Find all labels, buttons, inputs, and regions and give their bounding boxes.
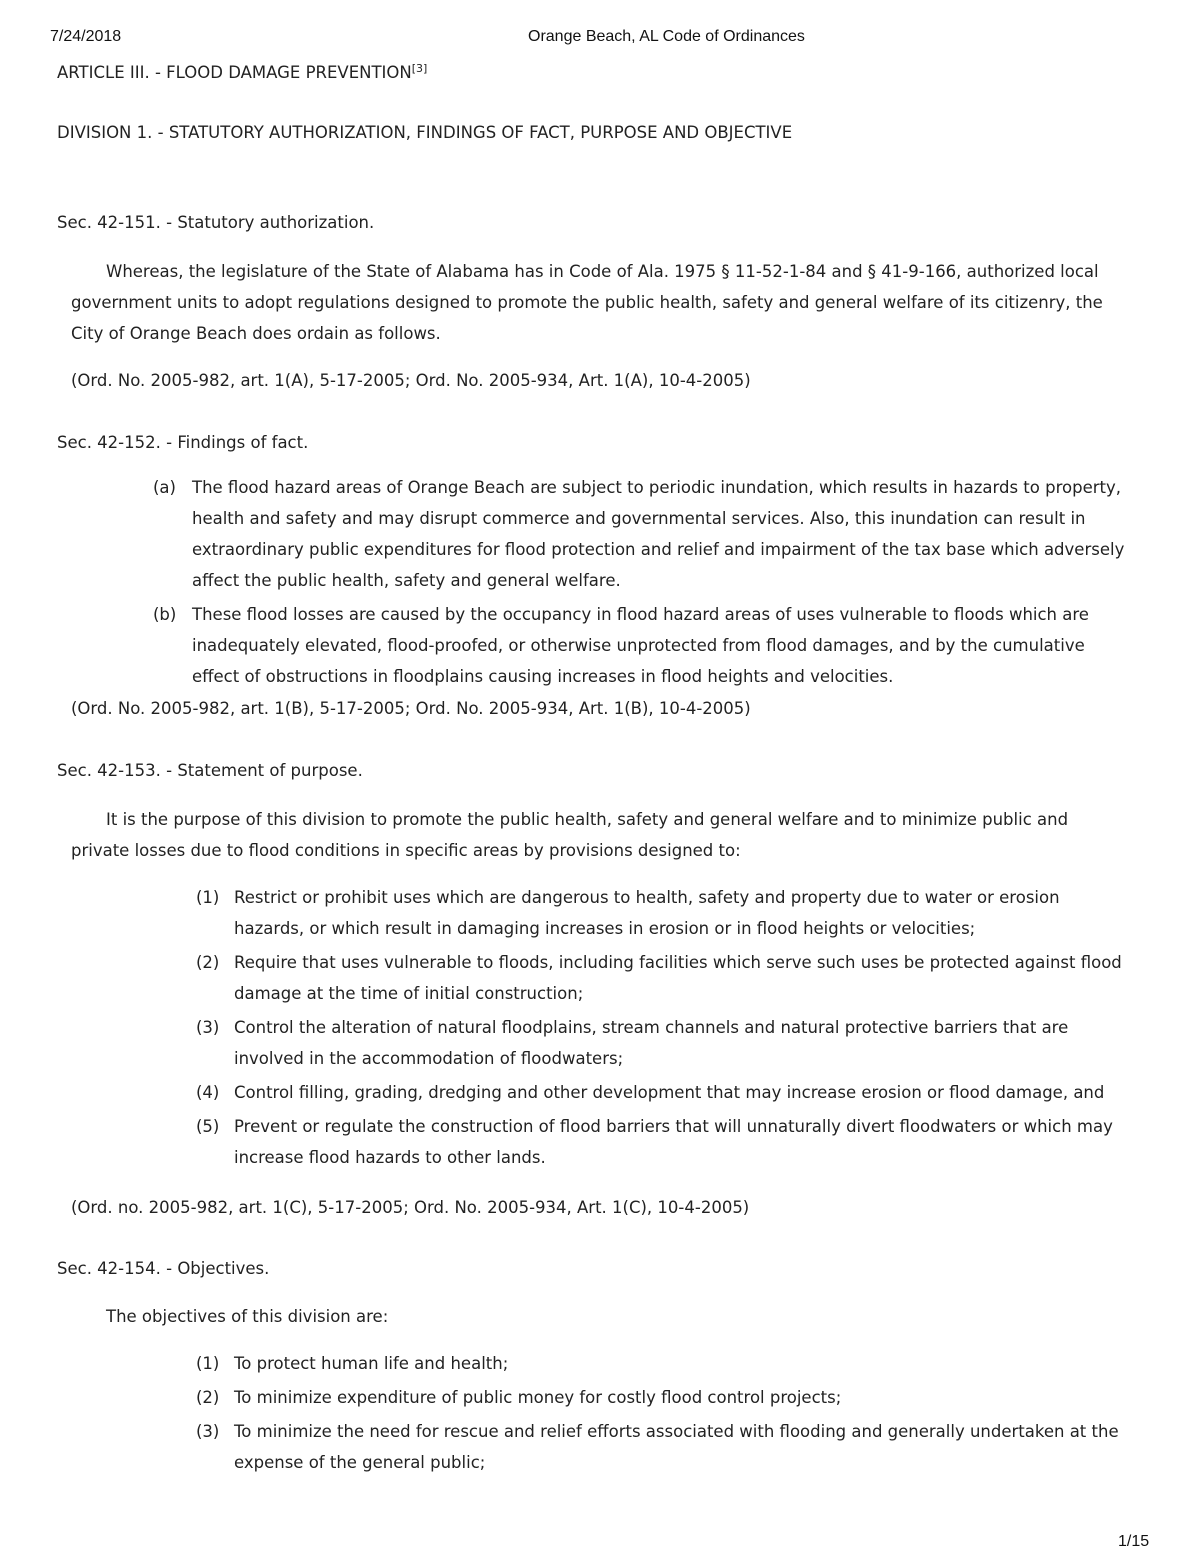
page-number: 1/15 (1118, 1533, 1150, 1550)
section-heading-42-154: Sec. 42-154. - Objectives. (57, 1259, 270, 1278)
list-item-number: (a) (153, 478, 176, 497)
list-item (153, 472, 1128, 596)
purpose-list (196, 882, 1131, 1176)
list-item-text: To minimize the need for rescue and relief efforts associated with flooding and generally undertaken at the expense of the general public; (234, 1422, 1119, 1472)
section-history-42-153: (Ord. no. 2005-982, art. 1(C), 5-17-2005; Ord. No. 2005-934, Art. 1(C), 10-4-2005) (71, 1198, 750, 1217)
list-item-text: To minimize expenditure of public money for costly flood control projects; (234, 1388, 842, 1407)
findings-list (153, 472, 1128, 695)
list-item (196, 1111, 1131, 1173)
section-body-42-151: Whereas, the legislature of the State of Alabama has in Code of Ala. 1975 § 11-52-1-84 and § 41-9-166, authorized local government units to adopt regulations designed to promote the public health, safety and general welfare of its citizenry, the City of Orange Beach does ordain as follows. (71, 262, 1103, 343)
list-item-number: (5) (196, 1117, 220, 1136)
list-item (196, 1382, 1131, 1413)
list-item-text: Restrict or prohibit uses which are dangerous to health, safety and property due to water or erosion hazards, or which result in damaging increases in erosion or in flood heights or velocities; (234, 888, 1060, 938)
list-item-number: (2) (196, 1388, 220, 1407)
list-item (153, 599, 1128, 692)
list-item-number: (1) (196, 888, 220, 907)
objectives-list (196, 1348, 1131, 1481)
list-item (196, 1416, 1131, 1478)
article-title (57, 57, 427, 88)
list-item-text: To protect human life and health; (234, 1354, 509, 1373)
list-item (196, 947, 1131, 1009)
print-date: 7/24/2018 (50, 28, 122, 45)
list-item-number: (4) (196, 1083, 220, 1102)
list-item-number: (1) (196, 1354, 220, 1373)
list-item (196, 1012, 1131, 1074)
list-item-text: The flood hazard areas of Orange Beach are subject to periodic inundation, which results in hazards to property, health and safety and may disrupt commerce and governmental services. Also, this inundation can result in extraordinary public expenditures for flood protection and relief and impairment of the tax base which adversely affect the public health, safety and general welfare. (192, 478, 1125, 590)
footnote-link[interactable]: [3] (411, 62, 428, 75)
section-heading-42-152: Sec. 42-152. - Findings of fact. (57, 433, 309, 452)
document-title: Orange Beach, AL Code of Ordinances (528, 28, 805, 45)
section-body-42-153: It is the purpose of this division to promote the public health, safety and general welfare and to minimize public and private losses due to flood conditions in specific areas by provisions designed to: (71, 810, 1069, 860)
list-item-text: Control the alteration of natural floodplains, stream channels and natural protective barriers that are involved in the accommodation of floodwaters; (234, 1018, 1069, 1068)
article-title-text: ARTICLE III. - FLOOD DAMAGE PREVENTION (57, 63, 412, 82)
section-history-42-151: (Ord. No. 2005-982, art. 1(A), 5-17-2005; Ord. No. 2005-934, Art. 1(A), 10-4-2005) (71, 371, 751, 390)
list-item-text: Control filling, grading, dredging and other development that may increase erosion or flood damage, and (234, 1083, 1105, 1102)
section-heading-42-153: Sec. 42-153. - Statement of purpose. (57, 761, 363, 780)
list-item (196, 1077, 1131, 1108)
list-item-number: (b) (153, 605, 177, 624)
section-heading-42-151: Sec. 42-151. - Statutory authorization. (57, 213, 375, 232)
section-history-42-152: (Ord. No. 2005-982, art. 1(B), 5-17-2005; Ord. No. 2005-934, Art. 1(B), 10-4-2005) (71, 699, 751, 718)
list-item-text: Prevent or regulate the construction of flood barriers that will unnaturally divert floodwaters or which may increase flood hazards to other lands. (234, 1117, 1113, 1167)
section-body-42-154: The objectives of this division are: (106, 1307, 389, 1326)
division-title: DIVISION 1. - STATUTORY AUTHORIZATION, FINDINGS OF FACT, PURPOSE AND OBJECTIVE (57, 123, 793, 142)
list-item-number: (3) (196, 1422, 220, 1441)
list-item-number: (2) (196, 953, 220, 972)
list-item-number: (3) (196, 1018, 220, 1037)
list-item (196, 882, 1131, 944)
list-item-text: These flood losses are caused by the occupancy in flood hazard areas of uses vulnerable to floods which are inadequately elevated, flood-proofed, or otherwise unprotected from flood damages, and by the cumulative effect of obstructions in floodplains causing increases in flood heights and velocities. (192, 605, 1089, 686)
list-item-text: Require that uses vulnerable to floods, including facilities which serve such uses be protected against flood damage at the time of initial construction; (234, 953, 1122, 1003)
list-item (196, 1348, 1131, 1379)
